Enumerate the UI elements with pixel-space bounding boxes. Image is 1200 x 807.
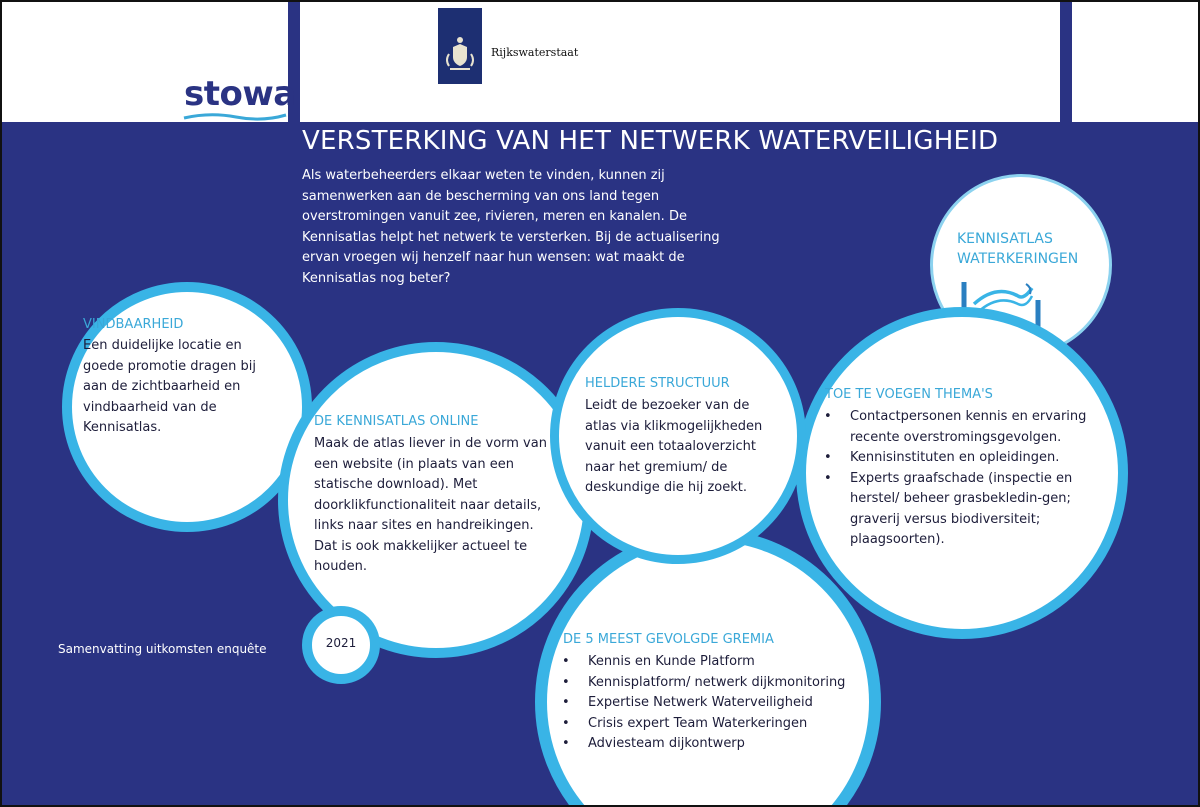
kennisatlas-title-line2: WATERKERINGEN — [957, 251, 1079, 267]
page-title: VERSTERKING VAN HET NETWERK WATERVEILIGHEID — [302, 126, 999, 156]
themas-list — [822, 407, 1112, 551]
intro-text: Als waterbeheerders elkaar weten te vinden, kunnen zij samenwerken aan de bescherming van ons land tegen overstromingen vanuit zee, rivieren, meren en kanalen. De Kennisatlas helpt het netwerk te versterken. Bij de actualisering ervan vroegen wij henzelf naar hun wensen: wat maakt de Kennisatlas nog beter? — [302, 168, 720, 286]
kennisatlas-title-line1: KENNISATLAS — [957, 231, 1053, 247]
stowa-wave-icon — [182, 112, 288, 122]
rijkswaterstaat-label: Rijkswaterstaat — [491, 46, 579, 59]
right-white-panel — [1072, 2, 1198, 122]
gremia-title: DE 5 MEEST GEVOLGDE GREMIA — [563, 632, 774, 647]
stowa-logo: stowa — [184, 74, 296, 114]
themas-item: • Contactpersonen kennis en ervaring recente overstromingsgevolgen. — [822, 407, 1112, 448]
year-label: 2021 — [325, 636, 357, 650]
gremia-item: • Kennisplatform/ netwerk dijkmonitoring — [560, 673, 870, 694]
gremia-list — [560, 652, 870, 755]
gremia-item: • Crisis expert Team Waterkeringen — [560, 714, 870, 735]
online-title: DE KENNISATLAS ONLINE — [314, 414, 479, 429]
gremia-item: • Kennis en Kunde Platform — [560, 652, 870, 673]
structuur-text: Leidt de bezoeker van de atlas via klikmogelijkheden vanuit een totaaloverzicht naar het gremium/ de deskundige die hij zoekt. — [585, 398, 763, 495]
themas-item: • Kennisinstituten en opleidingen. — [822, 448, 1112, 469]
vindbaarheid-text: Een duidelijke locatie en goede promotie dragen bij aan de zichtbaarheid en vindbaarheid van de Kennisatlas. — [83, 338, 256, 435]
rijkswaterstaat-emblem-icon — [438, 8, 482, 84]
kennisatlas-title — [957, 229, 1078, 269]
online-text: Maak de atlas liever in de vorm van een website (in plaats van een statische download). Met doorklikfunctionaliteit naar details, links naar sites en handreikingen. Dat is ook makkelijker actueel te houden. — [314, 436, 547, 574]
themas-title: TOE TE VOEGEN THEMA'S — [825, 387, 993, 402]
vindbaarheid-title: VINDBAARHEID — [83, 317, 184, 332]
header-card — [300, 2, 1060, 122]
gremia-item: • Adviesteam dijkontwerp — [560, 734, 870, 755]
themas-item: • Experts graafschade (inspectie en herstel/ beheer grasbekledin-gen; graverij versus biodiversiteit; plaagsoorten). — [822, 469, 1112, 551]
gremia-item: • Expertise Netwerk Waterveiligheid — [560, 693, 870, 714]
structuur-title: HELDERE STRUCTUUR — [585, 376, 730, 391]
summary-label: Samenvatting uitkomsten enquête — [58, 642, 267, 656]
